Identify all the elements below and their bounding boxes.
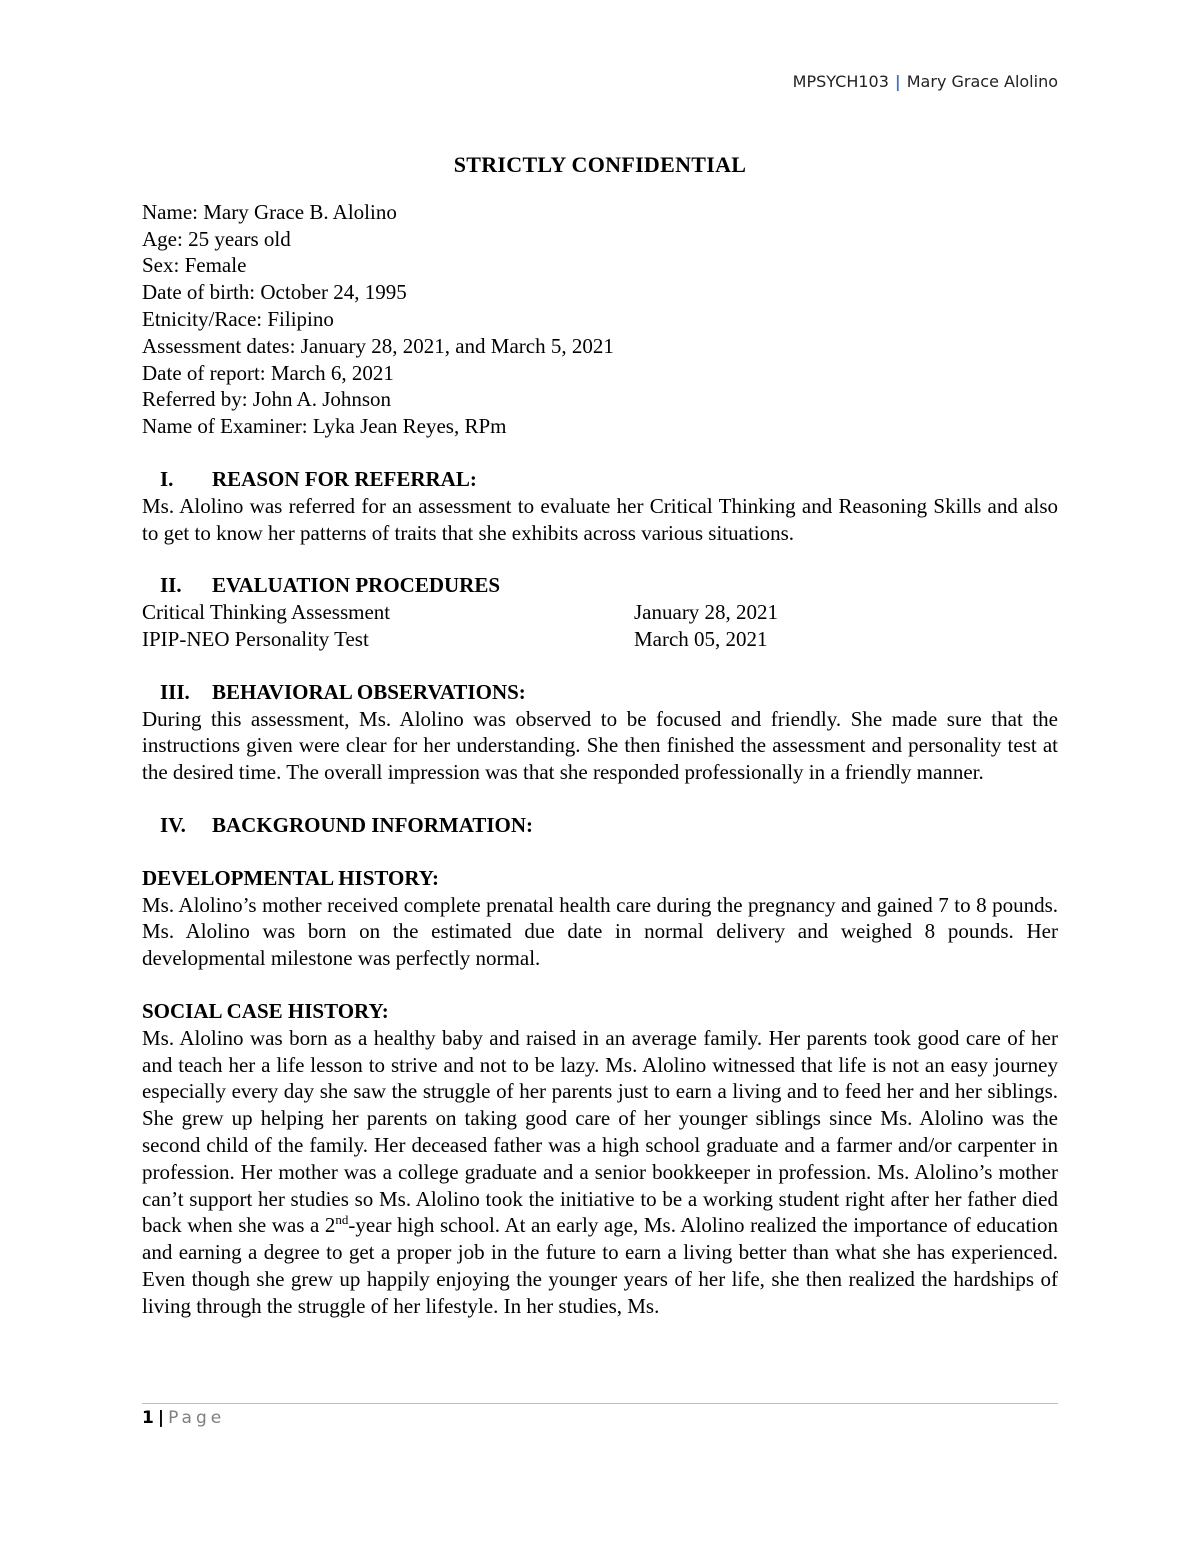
- header-author: Mary Grace Alolino: [906, 72, 1058, 91]
- ordinal-suffix: nd: [335, 1212, 349, 1228]
- page-label: Page: [168, 1408, 226, 1428]
- procedure-test: IPIP-NEO Personality Test: [142, 626, 369, 651]
- section-number: II.: [160, 573, 182, 598]
- procedure-row: [142, 599, 1058, 626]
- social-text: [142, 1025, 1058, 1320]
- client-info: [142, 199, 1058, 440]
- social-heading: SOCIAL CASE HISTORY:: [142, 998, 389, 1023]
- social-text-part1: Ms. Alolino was born as a healthy baby and raised in an average family. Her parents took good care of her and teach her a life lesson to strive and not to be lazy. Ms. Alolino witnessed that life is not an easy journey especially every day she saw the struggle of her parents just to earn a living and to feed her and her siblings. She grew up helping her parents on taking good care of her younger siblings since Ms. Alolino was the second child of the family. Her deceased father was a high school graduate and a farmer and/or carpenter in profession. Her mother was a college graduate and a senior bookkeeper in profession. Ms. Alolino’s mother can’t support her studies so Ms. Alolino took the initiative to be a working student right after her father died back when she was a 2: [142, 1025, 1058, 1238]
- footer-divider: [142, 1403, 1058, 1404]
- info-ethnicity: Etnicity/Race: Filipino: [142, 306, 334, 331]
- footer-bar: |: [157, 1408, 165, 1428]
- section-title: BACKGROUND INFORMATION:: [212, 812, 534, 837]
- info-name: Name: Mary Grace B. Alolino: [142, 199, 397, 224]
- info-assessment-dates: Assessment dates: January 28, 2021, and March 5, 2021: [142, 333, 614, 358]
- header-separator: |: [894, 72, 901, 91]
- procedure-row: [142, 626, 1058, 653]
- info-examiner: Name of Examiner: Lyka Jean Reyes, RPm: [142, 414, 507, 439]
- procedure-date: January 28, 2021: [634, 600, 779, 625]
- referral-text: Ms. Alolino was referred for an assessment to evaluate her Critical Thinking and Reasoning Skills and also to get to know her patterns of traits that she exhibits across various situations.: [142, 493, 1058, 545]
- page-header: [793, 72, 1058, 91]
- document-body: [142, 152, 1058, 1319]
- info-dob: Date of birth: October 24, 1995: [142, 280, 407, 305]
- procedure-date: March 05, 2021: [634, 626, 768, 651]
- info-age: Age: 25 years old: [142, 226, 291, 251]
- page-footer: [142, 1408, 225, 1428]
- section-number: IV.: [160, 812, 186, 837]
- header-course: MPSYCH103: [792, 72, 889, 91]
- document-title: STRICTLY CONFIDENTIAL: [453, 152, 747, 177]
- developmental-text: Ms. Alolino’s mother received complete prenatal health care during the pregnancy and gained 7 to 8 pounds. Ms. Alolino was born on the estimated due date in normal delivery and weighed 8 pounds. Her developmental milestone was perfectly normal.: [142, 892, 1058, 971]
- procedure-test: Critical Thinking Assessment: [142, 600, 391, 625]
- section-referral-heading: [142, 466, 1058, 493]
- section-title: EVALUATION PROCEDURES: [212, 573, 501, 598]
- info-sex: Sex: Female: [142, 253, 247, 278]
- page-number: 1: [142, 1408, 154, 1428]
- social-text-part2: -year high school. At an early age, Ms. Alolino realized the importance of education and earning a degree to get a proper job in the future to earn a living better than what she has experienced. Even though she grew up happily enjoying the younger years of her life, she then realized the hardships of living through the struggle of her lifestyle. In her studies, Ms.: [142, 1213, 1058, 1318]
- section-number: III.: [160, 679, 190, 704]
- section-title: REASON FOR REFERRAL:: [212, 466, 477, 491]
- observations-text: During this assessment, Ms. Alolino was observed to be focused and friendly. She made sure that the instructions given were clear for her understanding. She then finished the assessment and personality test at the desired time. The overall impression was that she responded professionally in a friendly manner.: [142, 706, 1058, 785]
- developmental-heading: DEVELOPMENTAL HISTORY:: [142, 865, 440, 890]
- info-report-date: Date of report: March 6, 2021: [142, 360, 394, 385]
- info-referred-by: Referred by: John A. Johnson: [142, 387, 392, 412]
- section-title: BEHAVIORAL OBSERVATIONS:: [212, 679, 526, 704]
- section-number: I.: [160, 466, 174, 491]
- section-background-heading: [142, 812, 1058, 839]
- section-procedures-heading: [142, 572, 1058, 599]
- section-observations-heading: [142, 679, 1058, 706]
